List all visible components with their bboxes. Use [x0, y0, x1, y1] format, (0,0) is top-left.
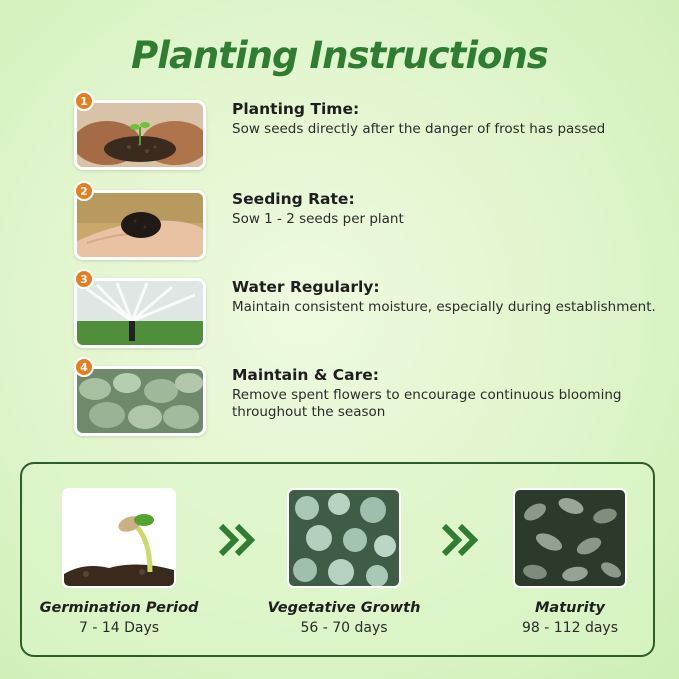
step-description: Sow 1 - 2 seeds per plant [232, 211, 404, 227]
step-title: Seeding Rate: [232, 190, 355, 208]
stage-duration: 7 - 14 Days [78, 620, 160, 636]
sprouting-seed-photo [62, 488, 176, 588]
step-description: Maintain consistent moisture, especially during establishment. [232, 299, 656, 315]
step-title: Maintain & Care: [232, 366, 379, 384]
step-number-badge: 3 [74, 269, 94, 289]
stage-vegetative [259, 488, 429, 636]
step-number-badge: 2 [74, 181, 94, 201]
stage-germination [34, 488, 204, 636]
step-seeding-rate [74, 184, 664, 258]
growth-stages-panel [20, 462, 655, 657]
stage-duration: 98 - 112 days [522, 620, 618, 636]
stage-title: Germination Period [39, 600, 199, 616]
stage-title: Vegetative Growth [267, 600, 421, 616]
step-number-badge: 1 [74, 91, 94, 111]
foliage-photo [74, 366, 206, 436]
sprinkler-photo [74, 278, 206, 348]
double-chevron-right-icon [440, 520, 480, 560]
stage-maturity [485, 488, 655, 636]
double-chevron-right-icon [217, 520, 257, 560]
mature-plant-photo [513, 488, 627, 588]
step-number-badge: 4 [74, 357, 94, 377]
stage-title: Maturity [535, 600, 605, 616]
young-plants-photo [287, 488, 401, 588]
stage-duration: 56 - 70 days [300, 620, 388, 636]
seeds-in-hand-photo [74, 190, 206, 260]
step-description: Remove spent flowers to encourage continuous blooming throughout the season [232, 387, 622, 420]
step-title: Water Regularly: [232, 278, 380, 296]
step-water-regularly [74, 272, 664, 346]
step-description: Sow seeds directly after the danger of frost has passed [232, 121, 606, 137]
step-title: Planting Time: [232, 100, 360, 118]
soil-seedling-hands-photo [74, 100, 206, 170]
step-planting-time [74, 94, 664, 168]
page-title: Planting Instructions [131, 34, 548, 77]
step-maintain-care [74, 360, 664, 434]
